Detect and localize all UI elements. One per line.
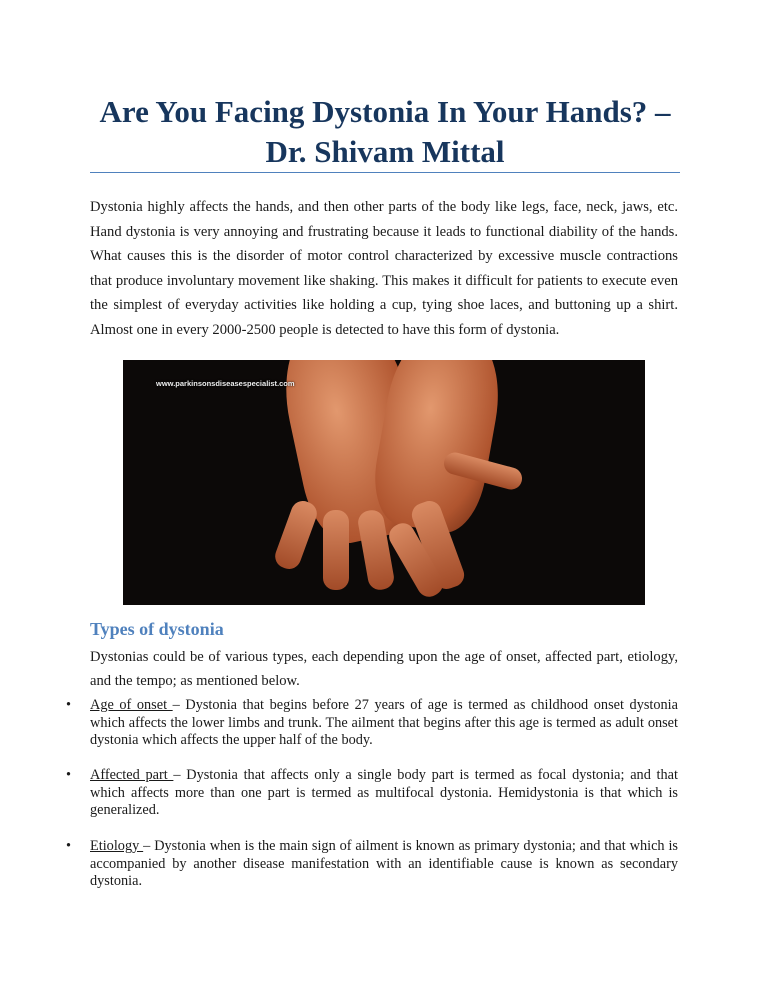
title-divider [90,172,680,173]
section-paragraph: Dystonias could be of various types, each depending upon the age of onset, affected part, etiology, and the tempo; as mentioned below. [90,649,678,689]
hand-dystonia-photo [123,360,645,605]
list-item [66,697,678,750]
list-text: – Dystonia that affects only a single body part is termed as focal dystonia; and that which affects more than one part is termed as multifocal dystonia. Hemidystonia is that which is generalized. [90,767,678,819]
section-heading: Types of dystonia [90,619,224,639]
bullet-icon: • [66,697,72,713]
intro-paragraph: Dystonia highly affects the hands, and then other parts of the body like legs, face, neck, jaws, etc. Hand dystonia is very annoying and frustrating because it leads to functional diability of the hands. What causes this is the disorder of motor control characterized by excessive muscle contractions that produce involuntary movement like shaking. This makes it difficult for patients to execute even the simplest of everyday activities like holding a cup, tying shoe laces, and buttoning up a shirt. Almost one in every 2000-2500 people is detected to have this form of dystonia. [90,199,678,338]
list-term: Affected part [90,767,174,783]
list-item [66,767,678,820]
list-term: Etiology [90,838,144,854]
image-watermark: www.parkinsonsdiseasespecialist.com [156,379,295,388]
bullet-icon: • [66,838,72,854]
list-term: Age of onset [90,697,173,713]
list-item [66,838,678,891]
list-text: – Dystonia that begins before 27 years of age is termed as childhood onset dystonia which affects the lower limbs and trunk. The ailment that begins after this age is termed as adult onset dystonia which affects the upper half of the body. [90,697,678,749]
list-text: – Dystonia when is the main sign of ailment is known as primary dystonia; and that which is accompanied by another disease manifestation with an identifiable cause is known as secondary dystonia. [90,838,678,890]
bullet-icon: • [66,767,72,783]
page-title: Are You Facing Dystonia In Your Hands? – Dr. Shivam Mittal [99,94,671,169]
